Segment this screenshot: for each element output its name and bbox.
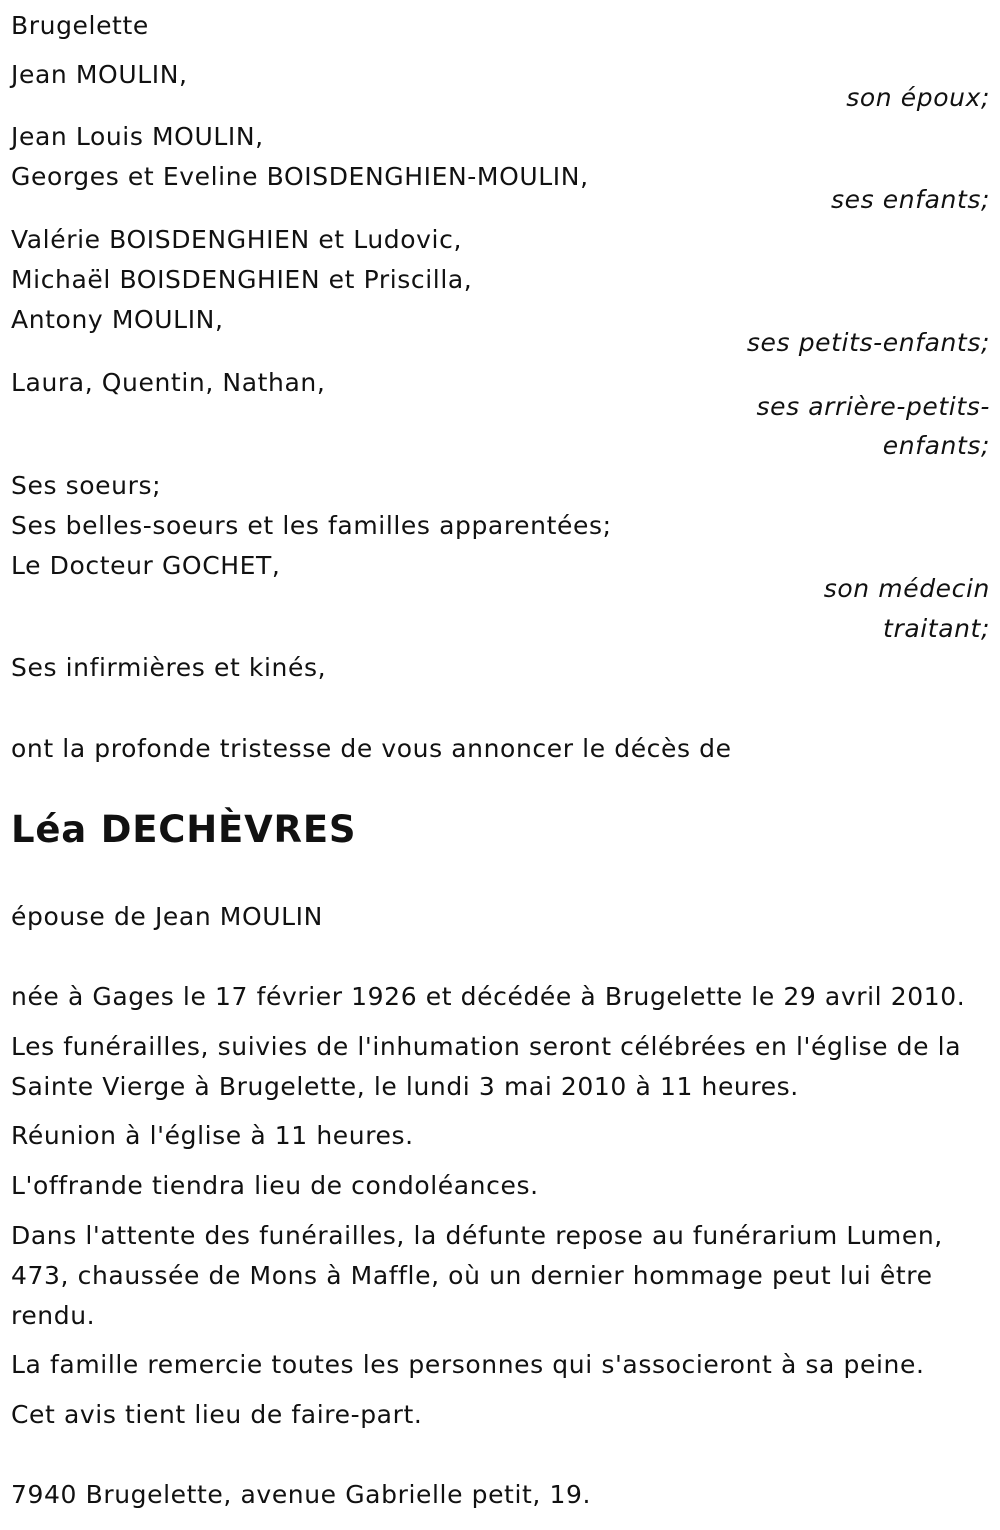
doctor-role-line-2: traitant; (883, 614, 990, 643)
deceased-name: Léa DECHÈVRES (11, 808, 357, 851)
grandchildren-role: ses petits-enfants; (746, 328, 990, 357)
rest-line-1: Dans l'attente des funérailles, la défunte repose au funérarium Lumen, (11, 1221, 943, 1250)
great-grandchildren-role-line-1: ses arrière-petits- (756, 392, 990, 421)
announcement-text: ont la profonde tristesse de vous annoncer le décès de (11, 734, 732, 763)
offering-line: L'offrande tiendra lieu de condoléances. (11, 1171, 539, 1200)
spouse-name: Jean MOULIN, (11, 60, 188, 89)
grandchild-name-1: Valérie BOISDENGHIEN et Ludovic, (11, 225, 462, 254)
child-name-2: Georges et Eveline BOISDENGHIEN-MOULIN, (11, 162, 589, 191)
nurses-line: Ses infirmières et kinés, (11, 653, 327, 682)
address-line: 7940 Brugelette, avenue Gabrielle petit, 19. (11, 1480, 592, 1509)
great-grandchildren-names: Laura, Quentin, Nathan, (11, 368, 326, 397)
notice-line: Cet avis tient lieu de faire-part. (11, 1400, 423, 1429)
funeral-line-1: Les funérailles, suivies de l'inhumation seront célébrées en l'église de la (11, 1032, 962, 1061)
grandchild-name-2: Michaël BOISDENGHIEN et Priscilla, (11, 265, 473, 294)
grandchild-name-3: Antony MOULIN, (11, 305, 224, 334)
thanks-line: La famille remercie toutes les personnes qui s'associeront à sa peine. (11, 1350, 925, 1379)
great-grandchildren-role-line-2: enfants; (882, 431, 990, 460)
rest-line-3: rendu. (11, 1301, 96, 1330)
children-role: ses enfants; (830, 185, 990, 214)
meeting-line: Réunion à l'église à 11 heures. (11, 1121, 414, 1150)
location-heading: Brugelette (11, 11, 149, 40)
child-name-1: Jean Louis MOULIN, (11, 122, 264, 151)
birth-death-line: née à Gages le 17 février 1926 et décédée à Brugelette le 29 avril 2010. (11, 982, 966, 1011)
sisters-line: Ses soeurs; (11, 471, 162, 500)
sisters-in-law-line: Ses belles-soeurs et les familles apparentées; (11, 511, 612, 540)
rest-line-2: 473, chaussée de Mons à Maffle, où un dernier hommage peut lui être (11, 1261, 933, 1290)
spouse-of-line: épouse de Jean MOULIN (11, 902, 323, 931)
doctor-name: Le Docteur GOCHET, (11, 551, 281, 580)
funeral-line-2: Sainte Vierge à Brugelette, le lundi 3 mai 2010 à 11 heures. (11, 1072, 799, 1101)
spouse-role: son époux; (846, 83, 990, 112)
doctor-role-line-1: son médecin (823, 574, 990, 603)
